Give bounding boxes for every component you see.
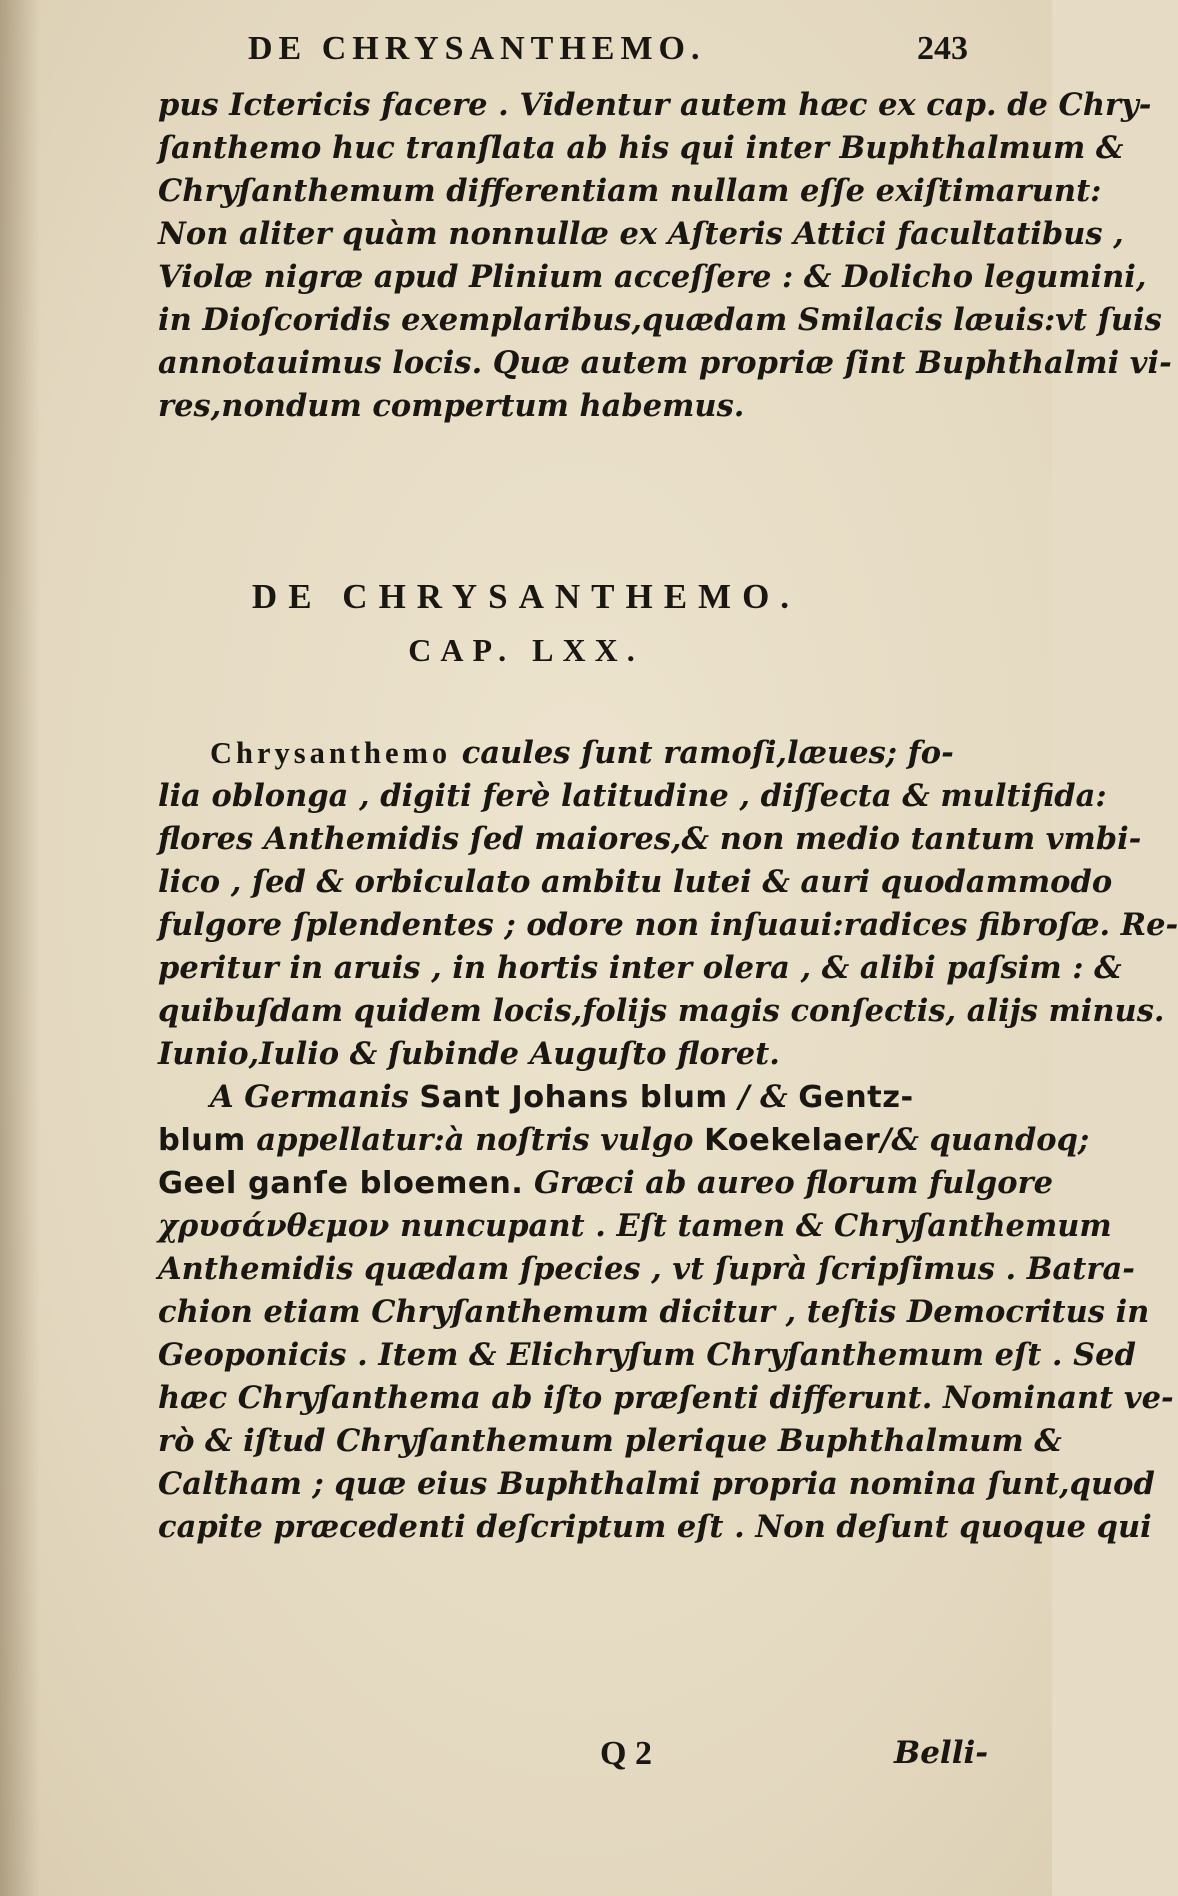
running-head [248, 30, 968, 70]
text-fragment: appellatur:à noſtris vulgo [245, 1122, 705, 1158]
lead-word: Chrysanthemo [210, 736, 452, 770]
text-line: capite præcedenti deſcriptum eſt . Non deſunt quoque qui [158, 1509, 1152, 1545]
text-line: rò & iſtud Chryſanthemum plerique Buphthalmum & [158, 1423, 1062, 1459]
vernacular-name: Gentz- [798, 1080, 914, 1115]
text-line: Violæ nigræ apud Plinium acceſſere : & Dolicho legumini, [158, 259, 1147, 295]
chapter-title: DE CHRYSANTHEMO. [251, 577, 801, 616]
text-line [158, 732, 1178, 775]
text-line: Iunio,Iulio & ſubinde Auguſto floret. [158, 1036, 780, 1072]
text-line: peritur in aruis , in hortis inter olera , & alibi paſsim : & [158, 950, 1122, 986]
running-title: DE CHRYSANTHEMO. [248, 30, 706, 67]
text-line: Anthemidis quædam ſpecies , vt ſuprà ſcripſimus . Batra- [158, 1251, 1135, 1287]
text-line: pus Ictericis facere . Videntur autem hæc ex cap. de Chry- [158, 87, 1152, 123]
catchword: Belli- [894, 1735, 989, 1771]
text-fragment: caules ſunt ramoſi,læues; fo- [451, 735, 954, 771]
text-line: res,nondum compertum habemus. [158, 388, 745, 424]
text-line: lia oblonga , digiti ferè latitudine , diſſecta & multifida: [158, 778, 1107, 814]
text-line: fulgore ſplendentes ; odore non inſuaui:radices fibroſæ. Re- [158, 907, 1178, 943]
text-fragment: Græci ab aureo florum fulgore [523, 1165, 1054, 1201]
chapter-body [158, 732, 1178, 1549]
vernacular-name: Sant Johans blum [419, 1080, 728, 1115]
text-line: Non aliter quàm nonnullæ ex Aſteris Attici facultatibus , [158, 216, 1124, 252]
vernacular-name: blum [158, 1123, 246, 1158]
signature-mark: Q 2 [600, 1735, 652, 1772]
text-line [158, 1119, 1178, 1162]
page-edge-shadow [0, 0, 40, 1896]
text-line: lico , ſed & orbiculato ambitu lutei & auri quodammodo [158, 864, 1113, 900]
text-fragment: /& quandoq; [880, 1122, 1090, 1158]
text-line: flores Anthemidis ſed maiores,& non medio tantum vmbi- [158, 821, 1142, 857]
chapter-number: CAP. LXX. [408, 632, 644, 668]
paragraph-continued [158, 84, 1172, 428]
vernacular-name: Geel ganſe bloemen. [158, 1166, 524, 1201]
text-line: Caltham ; quæ eius Buphthalmi propria nomina ſunt,quod [158, 1466, 1155, 1502]
text-line [158, 1076, 1178, 1119]
text-line: Chryſanthemum differentiam nullam eſſe exiſtimarunt: [158, 173, 1102, 209]
text-line [158, 1162, 1178, 1205]
text-line: chion etiam Chryſanthemum dicitur , teſtis Democritus in [158, 1294, 1150, 1330]
page-number: 243 [917, 30, 968, 67]
text-fragment: / & [727, 1079, 799, 1115]
vernacular-name: Koekelaer [704, 1123, 881, 1158]
text-line: χρυσάνθεμον nuncupant . Eſt tamen & Chryſanthemum [158, 1208, 1112, 1244]
text-line: hæc Chryſanthema ab iſto præſenti differunt. Nominant ve- [158, 1380, 1174, 1416]
text-line: Geoponicis . Item & Elichryſum Chryſanthemum eſt . Sed [158, 1337, 1136, 1373]
text-line: quibuſdam quidem locis,folijs magis conſectis, alijs minus. [158, 993, 1165, 1029]
text-fragment: A Germanis [210, 1079, 420, 1115]
text-line: in Dioſcoridis exemplaribus,quædam Smilacis læuis:vt ſuis [158, 302, 1162, 338]
text-line: annotauimus locis. Quæ autem propriæ ſint Buphthalmi vi- [158, 345, 1172, 381]
text-line: ſanthemo huc tranſlata ab his qui inter Buphthalmum & [158, 130, 1124, 166]
